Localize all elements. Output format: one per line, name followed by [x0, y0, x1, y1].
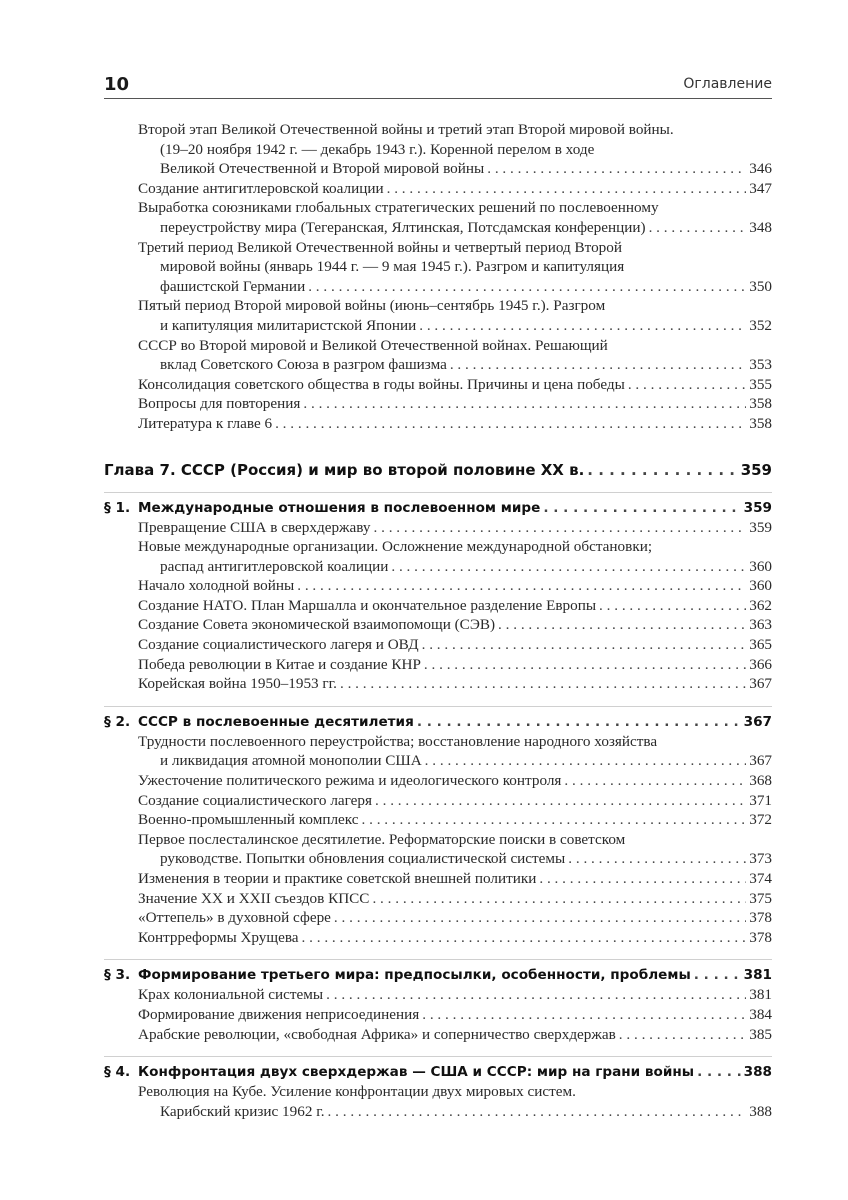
page-ref: 372 [749, 811, 772, 829]
entry-title: Военно-промышленный комплекс [138, 811, 359, 829]
toc-entry[interactable] [104, 771, 772, 791]
toc-entry[interactable] [104, 414, 772, 434]
page-ref: 346 [749, 160, 772, 178]
entry-last-line [138, 218, 772, 238]
entry-title: Ужесточение политического режима и идеологического контроля [138, 772, 562, 790]
section-heading[interactable] [104, 706, 772, 732]
entry-title: Изменения в теории и практике советской внешней политики [138, 870, 537, 887]
entry-title: Консолидация советского общества в годы войны. Причины и цена победы [138, 375, 625, 393]
dot-leader [599, 596, 746, 616]
entry-title: Начало холодной войны [138, 577, 295, 595]
entry-title: «Оттепель» в духовной сфере [138, 909, 331, 927]
entry-line: Второй этап Великой Отечественной войны и третий этап Второй мировой войны. [138, 121, 674, 138]
page-ref: 367 [749, 752, 772, 770]
toc-entry[interactable] [104, 908, 772, 928]
entry-title: вклад Советского Союза в разгром фашизма [160, 356, 447, 374]
page-ref: 350 [749, 277, 772, 295]
entry-line: Третий период Великой Отечественной войны и четвертый период Второй [138, 238, 622, 256]
toc-entry[interactable] [104, 655, 772, 675]
entry-last-line [138, 316, 772, 336]
dot-leader [387, 179, 747, 199]
page-ref: 378 [749, 909, 772, 927]
entry-title: Великой Отечественной и Второй мировой войны [160, 160, 485, 178]
entry-line: Революция на Кубе. Усиление конфронтации двух мировых систем. [138, 1083, 576, 1101]
entry-last-line [138, 277, 772, 297]
dot-leader [649, 218, 747, 238]
dot-leader [694, 966, 741, 985]
toc-entry[interactable] [104, 889, 772, 909]
section-heading[interactable] [104, 1056, 772, 1082]
entry-title: и капитуляция милитаристской Японии [160, 316, 417, 334]
dot-leader [628, 375, 746, 395]
toc-entry[interactable] [104, 791, 772, 811]
entry-title: Превращение США в сверхдержаву [138, 518, 371, 536]
toc-entry[interactable] [104, 830, 772, 869]
dot-leader [450, 355, 746, 375]
toc-entry[interactable] [104, 296, 772, 335]
toc-entry[interactable] [104, 1025, 772, 1045]
toc-entry[interactable] [104, 810, 772, 830]
dot-leader [587, 460, 737, 480]
page-ref: 358 [749, 414, 772, 432]
page-ref: 367 [743, 713, 772, 730]
dot-leader [543, 499, 740, 518]
dot-leader [375, 791, 746, 811]
page-ref: 347 [749, 179, 772, 197]
dot-leader [619, 1025, 746, 1045]
page-ref: 366 [749, 655, 772, 673]
dot-leader [564, 771, 746, 791]
dot-leader [498, 615, 746, 635]
entry-line: Новые международные организации. Осложнение международной обстановки; [138, 538, 653, 556]
dot-leader [340, 674, 746, 694]
entry-title: и ликвидация атомной монополии США [160, 752, 422, 770]
entry-last-line [138, 159, 772, 179]
section-title: СССР в послевоенные десятилетия [138, 713, 414, 730]
section-heading[interactable] [104, 492, 772, 518]
toc-entry[interactable] [104, 635, 772, 655]
entry-title: Формирование движения неприсоединения [138, 1005, 420, 1023]
entry-title: фашистской Германии [160, 277, 306, 295]
page-ref: 363 [749, 616, 772, 634]
entry-title: Арабские революции, «свободная Африка» и соперничество сверхдержав [138, 1025, 616, 1043]
dot-leader [539, 869, 746, 889]
dot-leader [303, 394, 746, 414]
entry-last-line [138, 414, 772, 434]
page-ref: 367 [749, 675, 772, 693]
entry-title: Создание Совета экономической взаимопомощи (СЭВ) [138, 616, 496, 634]
section-number: § 1. [104, 499, 131, 516]
entry-line: мировой войны (январь 1944 г. — 9 мая 1945 г.). Разгром и капитуляция [160, 258, 625, 276]
dot-leader [419, 316, 746, 336]
toc-entry[interactable] [104, 985, 772, 1005]
dot-leader [487, 159, 746, 179]
toc-entry[interactable] [104, 1082, 772, 1121]
page-ref: 360 [749, 557, 772, 575]
page-ref: 359 [749, 518, 772, 536]
toc-entry[interactable] [104, 179, 772, 199]
entry-title: Победа революции в Китае и создание КНР [138, 655, 421, 673]
dot-leader [302, 928, 747, 948]
entry-line: Первое послесталинское десятилетие. Реформаторские поиски в советском [138, 830, 626, 848]
section-title: Конфронтация двух сверхдержав — США и СССР: мир на грани войны [138, 1064, 695, 1081]
dot-leader [422, 635, 747, 655]
section-heading[interactable] [104, 959, 772, 985]
dot-leader [422, 1005, 746, 1025]
entry-title: распад антигитлеровской коалиции [160, 557, 389, 575]
page-ref: 355 [749, 375, 772, 393]
entry-title: Крах колониальной системы [138, 986, 324, 1004]
entry-last-line [138, 355, 772, 375]
toc-entry[interactable] [104, 615, 772, 635]
entry-title: Значение XX и XXII съездов КПСС [138, 889, 370, 907]
dot-leader [417, 713, 741, 732]
entry-last-line [138, 375, 772, 395]
page-ref: 368 [749, 772, 772, 790]
entry-title: Создание антигитлеровской коалиции [138, 179, 384, 197]
page-ref: 378 [749, 928, 772, 946]
dot-leader [275, 414, 746, 434]
entry-title: Литература к главе 6 [138, 414, 273, 432]
entry-line: Выработка союзниками глобальных стратегических решений по послевоенному [138, 199, 659, 217]
dot-leader [391, 557, 746, 577]
section-title: Международные отношения в послевоенном мире [138, 499, 541, 516]
entry-title: Карибский кризис 1962 г. [160, 1102, 325, 1120]
toc-entry[interactable] [104, 928, 772, 948]
section-number: § 2. [104, 713, 131, 730]
page-header [104, 72, 772, 99]
section-title-wrap [104, 1063, 694, 1082]
section-number: § 4. [104, 1064, 131, 1081]
toc-entry[interactable] [104, 576, 772, 596]
page-ref: 373 [749, 850, 772, 868]
section-title-wrap [104, 966, 691, 985]
page-ref: 381 [743, 967, 772, 984]
entry-title: Корейская война 1950–1953 гг. [138, 675, 337, 693]
dot-leader [697, 1063, 741, 1082]
dot-leader [424, 655, 746, 675]
dot-leader [362, 810, 747, 830]
page-ref: 360 [749, 577, 772, 595]
page-ref: 388 [749, 1102, 772, 1120]
table-of-contents [104, 120, 772, 1121]
toc-entry[interactable] [104, 537, 772, 576]
entry-title: Создание социалистического лагеря [138, 791, 372, 809]
running-title: Оглавление [683, 76, 772, 92]
dot-leader [326, 985, 746, 1005]
toc-entry[interactable] [104, 869, 772, 889]
entry-line: Пятый период Второй мировой войны (июнь–сентябрь 1945 г.). Разгром [138, 297, 606, 315]
page-ref: 385 [749, 1025, 772, 1043]
page-ref: 352 [749, 316, 772, 334]
page-number: 10 [104, 74, 130, 95]
toc-entry[interactable] [104, 238, 772, 297]
chapter-heading[interactable] [104, 460, 772, 480]
page-ref: 371 [749, 791, 772, 809]
entry-title: переустройству мира (Тегеранская, Ялтинская, Потсдамская конференции) [160, 218, 646, 236]
entry-last-line [138, 179, 772, 199]
page-ref: 359 [740, 460, 772, 479]
page-ref: 348 [749, 218, 772, 236]
toc-entry[interactable] [104, 1005, 772, 1025]
entry-title: Контрреформы Хрущева [138, 928, 299, 946]
toc-entry[interactable] [104, 674, 772, 694]
dot-leader [372, 889, 746, 909]
section-number: § 3. [104, 967, 131, 984]
entry-title: руководстве. Попытки обновления социалистической системы [160, 850, 566, 868]
entry-line: (19–20 ноября 1942 г. — декабрь 1943 г.). Коренной перелом в ходе [160, 140, 595, 158]
entry-title: Создание социалистического лагеря и ОВД [138, 636, 419, 654]
entry-line: СССР во Второй мировой и Великой Отечественной войнах. Решающий [138, 336, 608, 354]
dot-leader [328, 1102, 747, 1122]
page-ref: 362 [749, 596, 772, 614]
dot-leader [334, 908, 746, 928]
chapter-title: Глава 7. СССР (Россия) и мир во второй половине XX в. [104, 460, 585, 479]
dot-leader [308, 277, 746, 297]
dot-leader [568, 849, 746, 869]
page-ref: 374 [749, 870, 772, 887]
toc-entry[interactable] [104, 198, 772, 237]
toc-entry[interactable] [104, 518, 772, 538]
page-ref: 375 [749, 889, 772, 907]
entry-title: Создание НАТО. План Маршалла и окончательное разделение Европы [138, 596, 597, 614]
toc-entry[interactable] [104, 732, 772, 771]
toc-entry[interactable] [104, 336, 772, 375]
dot-leader [374, 518, 747, 538]
entry-last-line [138, 394, 772, 414]
toc-entry[interactable] [104, 596, 772, 616]
page-ref: 388 [743, 1064, 772, 1081]
section-title-wrap [104, 499, 540, 518]
page-ref: 353 [749, 356, 772, 374]
page-ref: 381 [749, 986, 772, 1004]
section-title: Формирование третьего мира: предпосылки, особенности, проблемы [138, 967, 691, 984]
dot-leader [425, 751, 747, 771]
dot-leader [297, 576, 746, 596]
entry-line: Трудности послевоенного переустройства; восстановление народного хозяйства [138, 732, 658, 750]
page-ref: 365 [749, 636, 772, 654]
entry-title: Вопросы для повторения [138, 395, 301, 413]
toc-entry[interactable] [104, 120, 772, 179]
toc-entry[interactable] [104, 375, 772, 395]
page-ref: 359 [743, 499, 772, 516]
page-ref: 384 [749, 1005, 772, 1023]
toc-entry[interactable] [104, 394, 772, 414]
section-title-wrap [104, 713, 414, 732]
page-ref: 358 [749, 395, 772, 413]
